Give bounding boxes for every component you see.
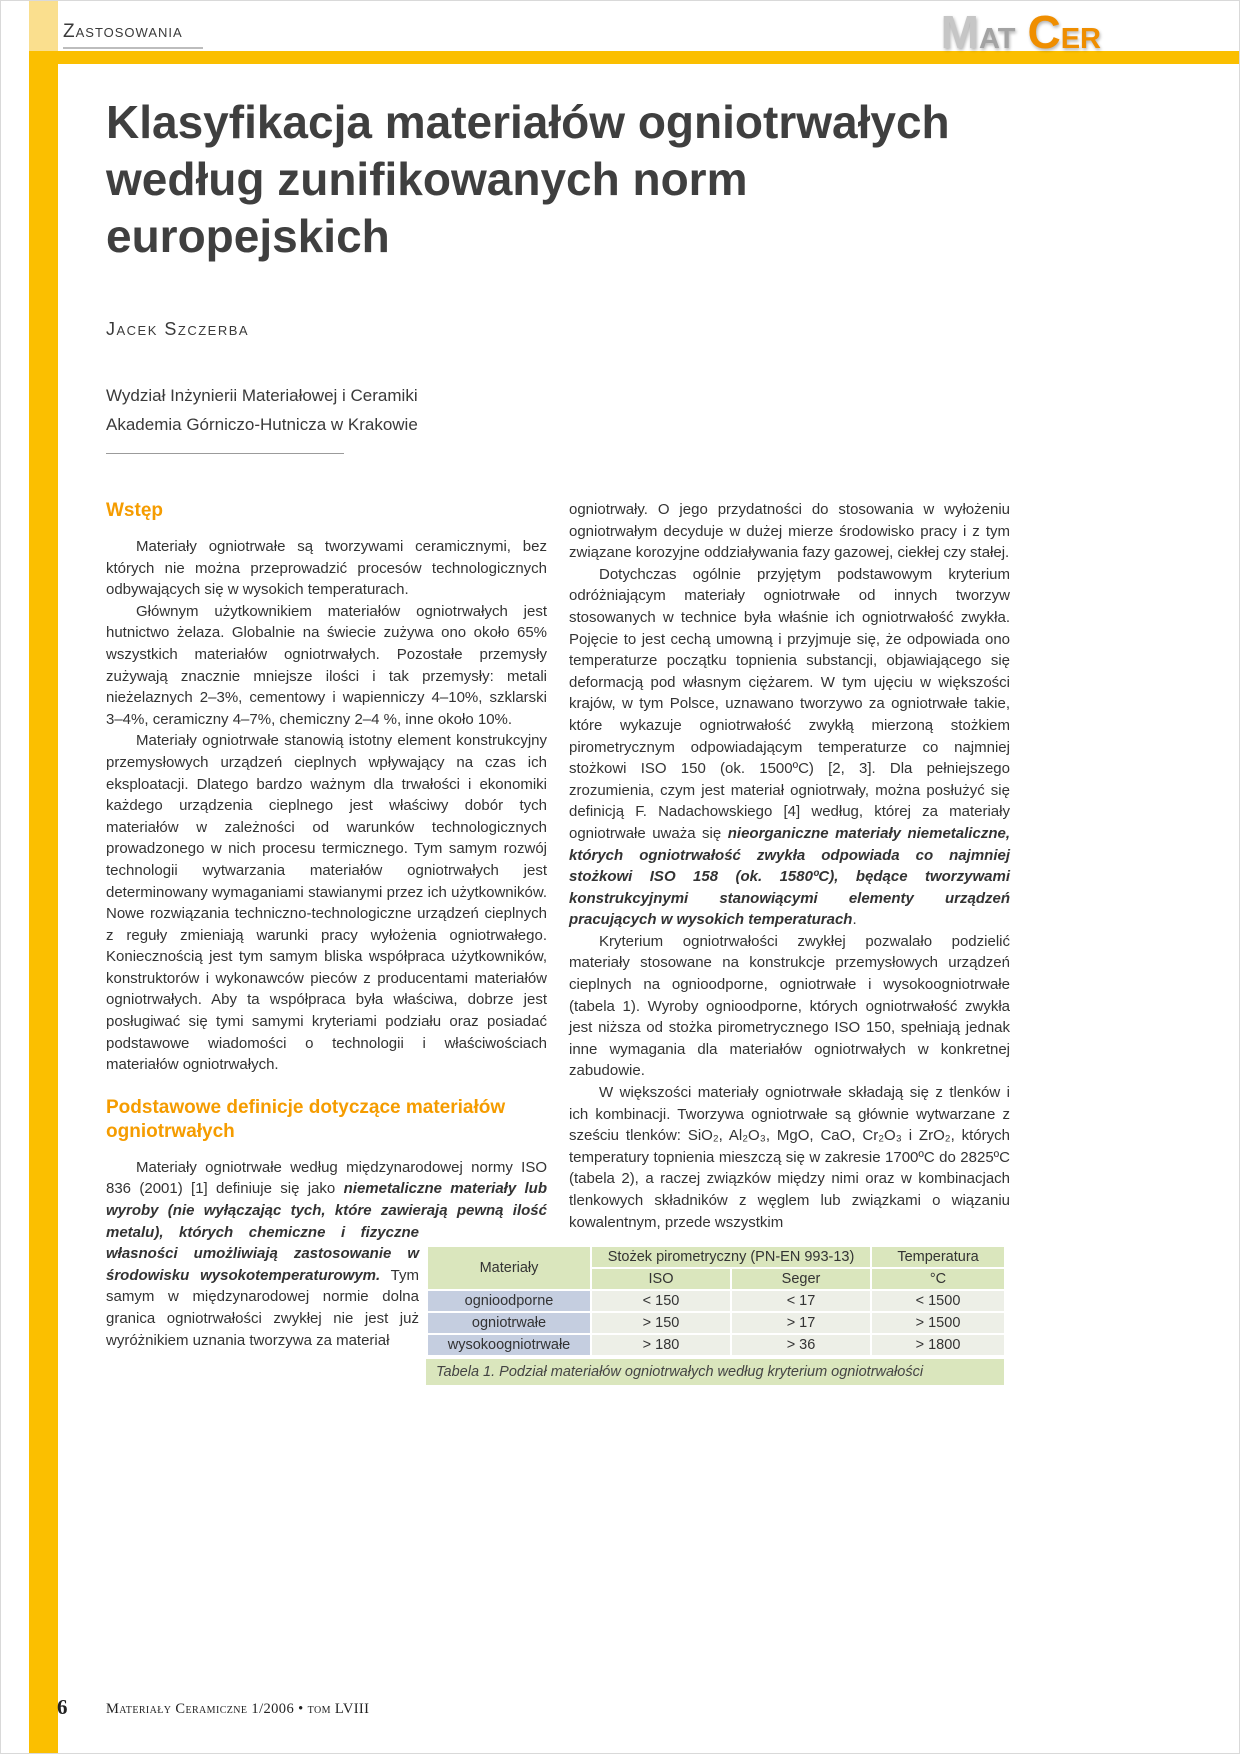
table-subheader-iso: ISO	[592, 1269, 730, 1289]
table1-block	[426, 1245, 1004, 1385]
cell-iso: < 150	[592, 1291, 730, 1311]
matcer-logo	[941, 5, 1101, 59]
cell-temp: < 1500	[872, 1291, 1004, 1311]
right-column	[436, 499, 1010, 1434]
intro-paragraph-1: Materiały ogniotrwałe są tworzywami ceramicznymi, bez których nie można przeprowadzić procesów technologicznych odbywających się w wysokich temperaturach.	[106, 538, 547, 599]
table-row	[428, 1313, 1004, 1333]
table-caption: Tabela 1. Podział materiałów ogniotrwałych według kryterium ogniotrwałości	[426, 1359, 1004, 1385]
text-run: Dotychczas ogólnie przyjętym podstawowym kryterium odróżniającym materiały ogniotrwałe od innych tworzyw stosowanych w technice była właśnie ich ogniotrwałość zwykła. Pojęcie to jest cechą umowną i przyjmuje się, że odpowiada ono temperaturze początku topnienia substancji, objawiającego się deformacją pod własnym ciężarem. W tym ujęciu w większości krajów, w tym Polsce, uznawano tworzywo za ogniotrwałe takie, które wykazuje ogniotrwałość zwykłą mierzoną stożkiem pirometrycznym odpowiadającym temperaturze co najmniej stożkowi ISO 150 (ok. 1500ºC) [2, 3]. Dla pełniejszego zrozumienia, czym jest materiał ogniotrwały, można posłużyć się definicją F. Nadachowskiego [4] według, której za materiały ogniotrwałe uważa się	[569, 565, 1010, 842]
right-paragraph-1: ogniotrwały. O jego przydatności do stosowania w wyłożeniu ogniotrwałym decyduje w dużej mierze środowisko pracy i z tym związane korozyjne oddziaływania fazy gazowej, ciekłej czy stałej.	[569, 501, 1010, 562]
gold-corner-square	[29, 1, 58, 51]
body-columns	[106, 499, 1011, 1434]
cell-temp: > 1800	[872, 1335, 1004, 1355]
affiliation	[106, 381, 418, 439]
cell-iso: > 150	[592, 1313, 730, 1333]
intro-paragraph-2: Głównym użytkownikiem materiałów ogniotrwałych jest hutnictwo żelaza. Globalnie na świecie zużywa ono około 65% wszystkich materiałów ogniotrwałych. Pozostałe przemysły zużywają znacznie mniejsze ilości i tak przemysły: metali nieżelaznych 2–3%, cementowy i wapienniczy 4–10%, szklarski 3–4%, ceramiczny 4–7%, chemiczny 2–4 %, inne około 10%.	[106, 602, 547, 728]
logo-letter-m: M	[940, 6, 979, 58]
cell-seger: > 17	[732, 1313, 870, 1333]
text-run: Tym samym w międzynarodowej normie dolna granica ogniotrwałości zwykłej nie jest już wyróżnikiem uznania tworzywa za materiał	[106, 1266, 419, 1349]
logo-letters-at: AT	[978, 23, 1016, 55]
logo-letter-c: C	[1027, 6, 1061, 58]
gold-left-strip	[29, 51, 58, 1753]
section-label: Zastosowania	[63, 21, 183, 42]
intro-heading: Wstęp	[106, 500, 163, 521]
cell-temp: > 1500	[872, 1313, 1004, 1333]
text-run-bold-italic: pewną ilość metalu), których chemiczne i fizyczne własności umożliwiają zastosowanie w środowisku wysokotemperaturowym.	[106, 1202, 547, 1284]
table-row	[428, 1335, 1004, 1355]
refractory-classification-table	[426, 1245, 1006, 1357]
text-run-bold-italic: niemetaliczne materiały lub wyroby (nie wyłączając tych, które zawierają	[106, 1180, 548, 1220]
page-number: 6	[57, 1695, 68, 1719]
text-run: .	[852, 911, 857, 929]
author-name: Jacek Szczerba	[106, 319, 250, 339]
table-subheader-seger: Seger	[732, 1269, 870, 1289]
right-paragraph-3: Kryterium ogniotrwałości zwykłej pozwalało podzielić materiały stosowane na konstrukcje przemysłowych urządzeń cieplnych na ognioodporne, ogniotrwałe i wysokoogniotrwałe (tabela 1). Wyroby ognioodporne, których ogniotrwałość zwykła jest niższa od stożka pirometrycznego ISO 150, spełniają jednak inne wymagania dla materiałów ogniotrwałych w konkretnej zabudowie.	[569, 932, 1010, 1080]
text-run: Materiały ogniotrwałe według międzynarodowej normy ISO 836 (2001) [1] definiuje się jako	[106, 1158, 547, 1198]
text-run-bold-italic: nieorganiczne materiały niemetaliczne, których ogniotrwałość zwykła odpowiada co najmniej stożkowi ISO 158 (ok. 1580ºC), będące tworzywami konstrukcyjnymi stanowiącymi elementy urządzeń pracujących w wysokich temperaturach	[569, 824, 1010, 929]
cell-seger: > 36	[732, 1335, 870, 1355]
definitions-heading: Podstawowe definicje dotyczące materiałów ogniotrwałych	[106, 1096, 506, 1142]
table-header-cone: Stożek pirometryczny (PN-EN 993-13)	[592, 1247, 870, 1267]
table-subheader-unit: °C	[872, 1269, 1004, 1289]
table-row	[428, 1291, 1004, 1311]
title-divider-rule	[106, 453, 344, 454]
right-paragraph-4: W większości materiały ogniotrwałe składają się z tlenków i ich kombinacji. Tworzywa ogniotrwałe są głównie wytwarzane z sześciu tlenków: SiO₂, Al₂O₃, MgO, CaO, Cr₂O₃ i ZrO₂, których temperatury topnienia mieszczą się w zakresie 1700ºC do 2825ºC (tabela 2), a raczej związków między nimi oraz w kombinacjach tlenkowych składników z węglem lub związkami o wiązaniu kowalentnym, przede wszystkim	[569, 1084, 1010, 1231]
row-label: ogniotrwałe	[428, 1313, 590, 1333]
cell-seger: < 17	[732, 1291, 870, 1311]
page-footer	[1, 1695, 1051, 1729]
row-label: ognioodporne	[428, 1291, 590, 1311]
affiliation-line-2: Akademia Górniczo-Hutnicza w Krakowie	[106, 415, 418, 434]
right-paragraph-2	[569, 564, 1010, 931]
row-label: wysokoogniotrwałe	[428, 1335, 590, 1355]
affiliation-line-1: Wydział Inżynierii Materiałowej i Ceramiki	[106, 386, 418, 405]
table-header-temperature: Temperatura	[872, 1247, 1004, 1267]
table-header-row-1	[428, 1247, 1004, 1267]
section-label-underline	[63, 47, 203, 49]
journal-line: Materiały Ceramiczne 1/2006 • tom LVIII	[106, 1701, 370, 1717]
logo-letters-er: ER	[1060, 23, 1101, 55]
intro-paragraph-3: Materiały ogniotrwałe stanowią istotny element konstrukcyjny przemysłowych urządzeń cieplnych wpływający na czas ich eksploatacji. Dlatego bardzo ważnym dla trwałości i ekonomiki każdego urządzenia cieplnego jest właściwy dobór tych materiałów w zależności od warunków technologicznych prowadzonego w nich procesu termicznego. Tym samym rozwój technologii wytwarzania materiałów ogniotrwałych jest determinowany wymaganiami stawianymi przez ich użytkowników. Nowe rozwiązania techniczno-technologiczne urządzeń cieplnych z reguły zmieniają warunki pracy wyłożenia ogniotrwałego. Koniecznością jest tym samym bliska współpraca użytkowników, konstruktorów i wykonawców pieców z producentami materiałów ogniotrwałych. Aby ta współpraca była właściwa, dobrze jest posługiwać się tymi samymi kryteriami podziału oraz posiadać podstawowe wiadomości o technologii i właściwościach materiałów ogniotrwałych.	[106, 732, 547, 1074]
table-header-materials: Materiały	[428, 1247, 590, 1289]
cell-iso: > 180	[592, 1335, 730, 1355]
article-title: Klasyfikacja materiałów ogniotrwałych według zunifikowanych norm europejskich	[106, 96, 950, 262]
